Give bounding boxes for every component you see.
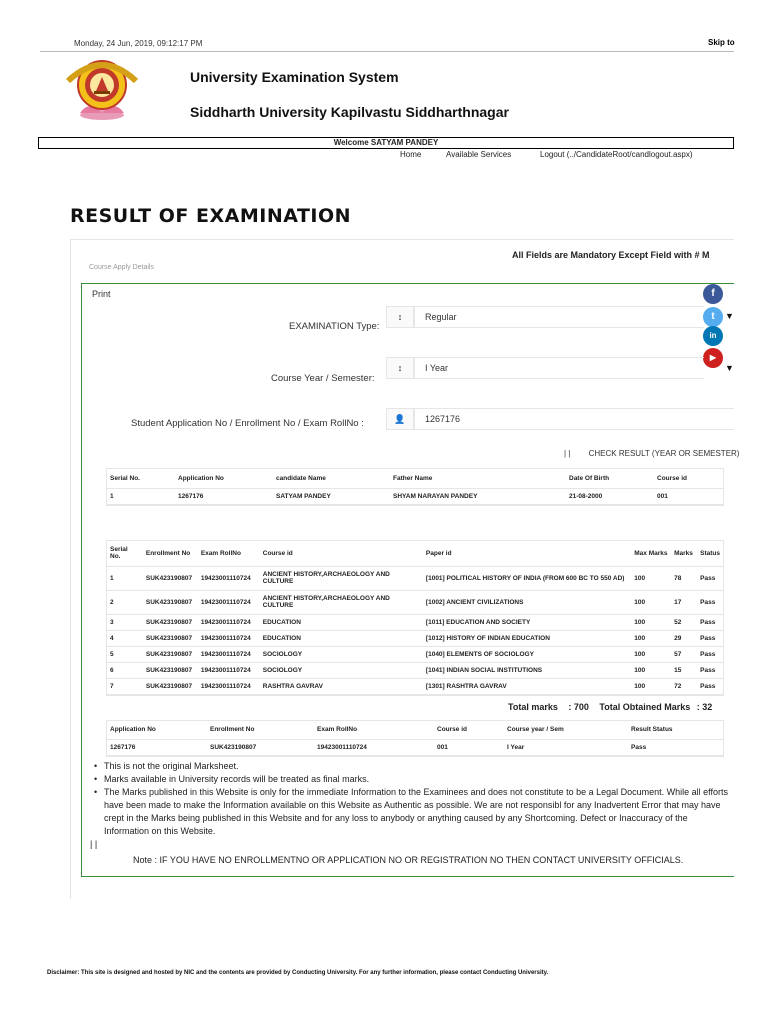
table-cell: 19423001110724 [198, 614, 260, 630]
nav-home-link[interactable]: Home [400, 150, 422, 159]
table-row [107, 662, 723, 678]
table-cell: 001 [654, 488, 723, 504]
table-header: Application No [175, 469, 273, 488]
university-logo [64, 55, 140, 121]
marks-table [106, 540, 724, 696]
course-year-select[interactable]: I Year [414, 357, 704, 379]
table-header: Serial No. [107, 541, 143, 566]
twitter-icon[interactable]: t [703, 307, 723, 327]
table-cell: 1 [107, 488, 175, 504]
table-cell: 29 [671, 630, 697, 646]
contact-note: Note : IF YOU HAVE NO ENROLLMENTNO OR APPLICATION NO OR REGISTRATION NO THEN CONTACT UNIVERSITY OFFICIALS. [133, 855, 684, 865]
table-header: Course id [654, 469, 723, 488]
caret-down-icon: ▼ [725, 311, 734, 321]
candidate-table [106, 468, 724, 506]
table-header: Application No [107, 721, 207, 739]
separator: | | [90, 839, 98, 849]
table-cell: 100 [631, 614, 671, 630]
table-row [107, 566, 723, 590]
table-cell: SUK423190807 [143, 566, 198, 590]
table-cell: Pass [628, 739, 723, 755]
student-id-label: Student Application No / Enrollment No / Exam RollNo : [131, 418, 364, 429]
table-cell: 100 [631, 630, 671, 646]
table-cell: SUK423190807 [207, 739, 314, 755]
user-icon: 👤 [386, 408, 414, 430]
table-row [107, 739, 723, 755]
table-cell: [1012] HISTORY OF INDIAN EDUCATION [423, 630, 631, 646]
table-cell: SOCIOLOGY [260, 646, 423, 662]
summary-table [106, 720, 724, 757]
table-cell: 17 [671, 590, 697, 614]
table-cell: 57 [671, 646, 697, 662]
table-cell: SUK423190807 [143, 590, 198, 614]
table-header: Result Status [628, 721, 723, 739]
table-cell: 100 [631, 646, 671, 662]
course-apply-label: Course Apply Details [89, 264, 154, 271]
notes-section [92, 760, 734, 851]
disclaimer-text: Disclaimer: This site is designed and hosted by NIC and the contents are provided by Conducting University. For any further information, please contact Conducting University. [47, 970, 549, 976]
page-title: RESULT OF EXAMINATION [70, 205, 352, 227]
table-header: candidate Name [273, 469, 390, 488]
table-cell: SUK423190807 [143, 678, 198, 694]
table-cell: [1001] POLITICAL HISTORY OF INDIA (FROM 600 BC TO 550 AD) [423, 566, 631, 590]
table-cell: 1267176 [107, 739, 207, 755]
exam-type-select[interactable]: Regular [414, 306, 704, 328]
system-title: University Examination System [190, 69, 399, 85]
student-id-input[interactable]: 1267176 [414, 408, 734, 430]
table-header: Max Marks [631, 541, 671, 566]
table-row [107, 646, 723, 662]
table-cell: 19423001110724 [198, 646, 260, 662]
table-cell: SUK423190807 [143, 662, 198, 678]
table-cell: SATYAM PANDEY [273, 488, 390, 504]
table-cell: Pass [697, 566, 723, 590]
nav-logout-link[interactable]: Logout (../CandidateRoot/candlogout.aspx) [540, 150, 693, 159]
sort-icon: ↕ [386, 306, 414, 328]
welcome-banner: Welcome SATYAM PANDEY [38, 137, 734, 149]
table-header: Exam RollNo [198, 541, 260, 566]
table-cell: ANCIENT HISTORY,ARCHAEOLOGY AND CULTURE [260, 590, 423, 614]
datetime-text: Monday, 24 Jun, 2019, 09:12:17 PM [74, 39, 203, 48]
table-cell: SUK423190807 [143, 630, 198, 646]
table-cell: EDUCATION [260, 630, 423, 646]
table-cell: 72 [671, 678, 697, 694]
table-cell: Pass [697, 614, 723, 630]
table-header: Marks [671, 541, 697, 566]
table-cell: 2 [107, 590, 143, 614]
table-cell: 19423001110724 [198, 566, 260, 590]
table-cell: SOCIOLOGY [260, 662, 423, 678]
table-cell: 6 [107, 662, 143, 678]
caret-down-icon: ▼ [725, 363, 734, 373]
table-cell: 4 [107, 630, 143, 646]
linkedin-icon[interactable]: in [703, 326, 723, 346]
table-header: Serial No. [107, 469, 175, 488]
table-header: Course id [260, 541, 423, 566]
table-cell: 1 [107, 566, 143, 590]
table-header: Course id [434, 721, 504, 739]
table-cell: 100 [631, 590, 671, 614]
separator: | | [564, 449, 571, 458]
table-cell: [1002] ANCIENT CIVILIZATIONS [423, 590, 631, 614]
table-cell: 5 [107, 646, 143, 662]
table-cell: Pass [697, 646, 723, 662]
course-year-label: Course Year / Semester: [271, 373, 375, 384]
table-header: Exam RollNo [314, 721, 434, 739]
table-header: Date Of Birth [566, 469, 654, 488]
print-link[interactable]: Print [92, 289, 111, 299]
table-cell: SHYAM NARAYAN PANDEY [390, 488, 566, 504]
table-cell: 100 [631, 566, 671, 590]
total-marks-label: Total marks [508, 702, 558, 712]
total-marks-value: : 700 [568, 702, 589, 712]
university-name: Siddharth University Kapilvastu Siddharthnagar [190, 104, 509, 120]
table-row [107, 630, 723, 646]
table-cell: I Year [504, 739, 628, 755]
table-row [107, 678, 723, 694]
check-result-row [564, 449, 739, 458]
table-header: Paper id [423, 541, 631, 566]
totals-row [508, 702, 712, 712]
table-cell: ANCIENT HISTORY,ARCHAEOLOGY AND CULTURE [260, 566, 423, 590]
exam-type-label: EXAMINATION Type: [289, 321, 380, 332]
table-row [107, 614, 723, 630]
table-cell: [1040] ELEMENTS OF SOCIOLOGY [423, 646, 631, 662]
table-cell: 19423001110724 [198, 662, 260, 678]
table-cell: 19423001110724 [314, 739, 434, 755]
table-cell: 52 [671, 614, 697, 630]
table-cell: 19423001110724 [198, 630, 260, 646]
table-row [107, 590, 723, 614]
table-cell: RASHTRA GAVRAV [260, 678, 423, 694]
table-cell: 3 [107, 614, 143, 630]
table-row [107, 488, 723, 504]
table-cell: SUK423190807 [143, 614, 198, 630]
table-header: Father Name [390, 469, 566, 488]
table-cell: Pass [697, 630, 723, 646]
table-cell: 15 [671, 662, 697, 678]
facebook-icon[interactable]: f [703, 284, 723, 304]
table-cell: [1041] INDIAN SOCIAL INSTITUTIONS [423, 662, 631, 678]
table-cell: [1301] RASHTRA GAVRAV [423, 678, 631, 694]
skip-link[interactable]: Skip to [708, 38, 735, 47]
table-cell: 78 [671, 566, 697, 590]
table-cell: 7 [107, 678, 143, 694]
table-cell: Pass [697, 678, 723, 694]
obtained-marks-value: : 32 [696, 702, 713, 712]
table-cell: 001 [434, 739, 504, 755]
table-cell: 100 [631, 662, 671, 678]
table-header: Enrollment No [207, 721, 314, 739]
list-item: • This is not the original Marksheet. [92, 760, 734, 773]
table-cell: 19423001110724 [198, 678, 260, 694]
table-header: Course year / Sem [504, 721, 628, 739]
list-item: • The Marks published in this Website is only for the immediate Information to the Examinees and does not constitute to be a Legal Document. While all efforts have been made to make the Information available on this Website as Authentic as possible. We are not responsibl for any Inadvertent Error that may have crept in the Marks being published in this Website and for any loss to anybody or anything caused by any Shortcoming. Defect or Inaccuracy of the Information on this Website. [92, 786, 734, 838]
table-cell: Pass [697, 590, 723, 614]
sort-icon: ↕ [386, 357, 414, 379]
table-cell: [1011] EDUCATION AND SOCIETY [423, 614, 631, 630]
table-cell: EDUCATION [260, 614, 423, 630]
table-cell: Pass [697, 662, 723, 678]
youtube-icon[interactable]: ▶ [703, 348, 723, 368]
table-cell: 19423001110724 [198, 590, 260, 614]
check-result-link[interactable]: CHECK RESULT (YEAR OR SEMESTER) [588, 449, 740, 458]
nav-services-link[interactable]: Available Services [446, 150, 512, 159]
table-header: Status [697, 541, 723, 566]
table-cell: 1267176 [175, 488, 273, 504]
list-item: • Marks available in University records will be treated as final marks. [92, 773, 734, 786]
table-cell: SUK423190807 [143, 646, 198, 662]
table-header: Enrollment No [143, 541, 198, 566]
table-cell: 100 [631, 678, 671, 694]
mandatory-note: All Fields are Mandatory Except Field with # M [512, 250, 710, 260]
table-cell: 21-08-2000 [566, 488, 654, 504]
obtained-marks-label: Total Obtained Marks [599, 702, 691, 712]
